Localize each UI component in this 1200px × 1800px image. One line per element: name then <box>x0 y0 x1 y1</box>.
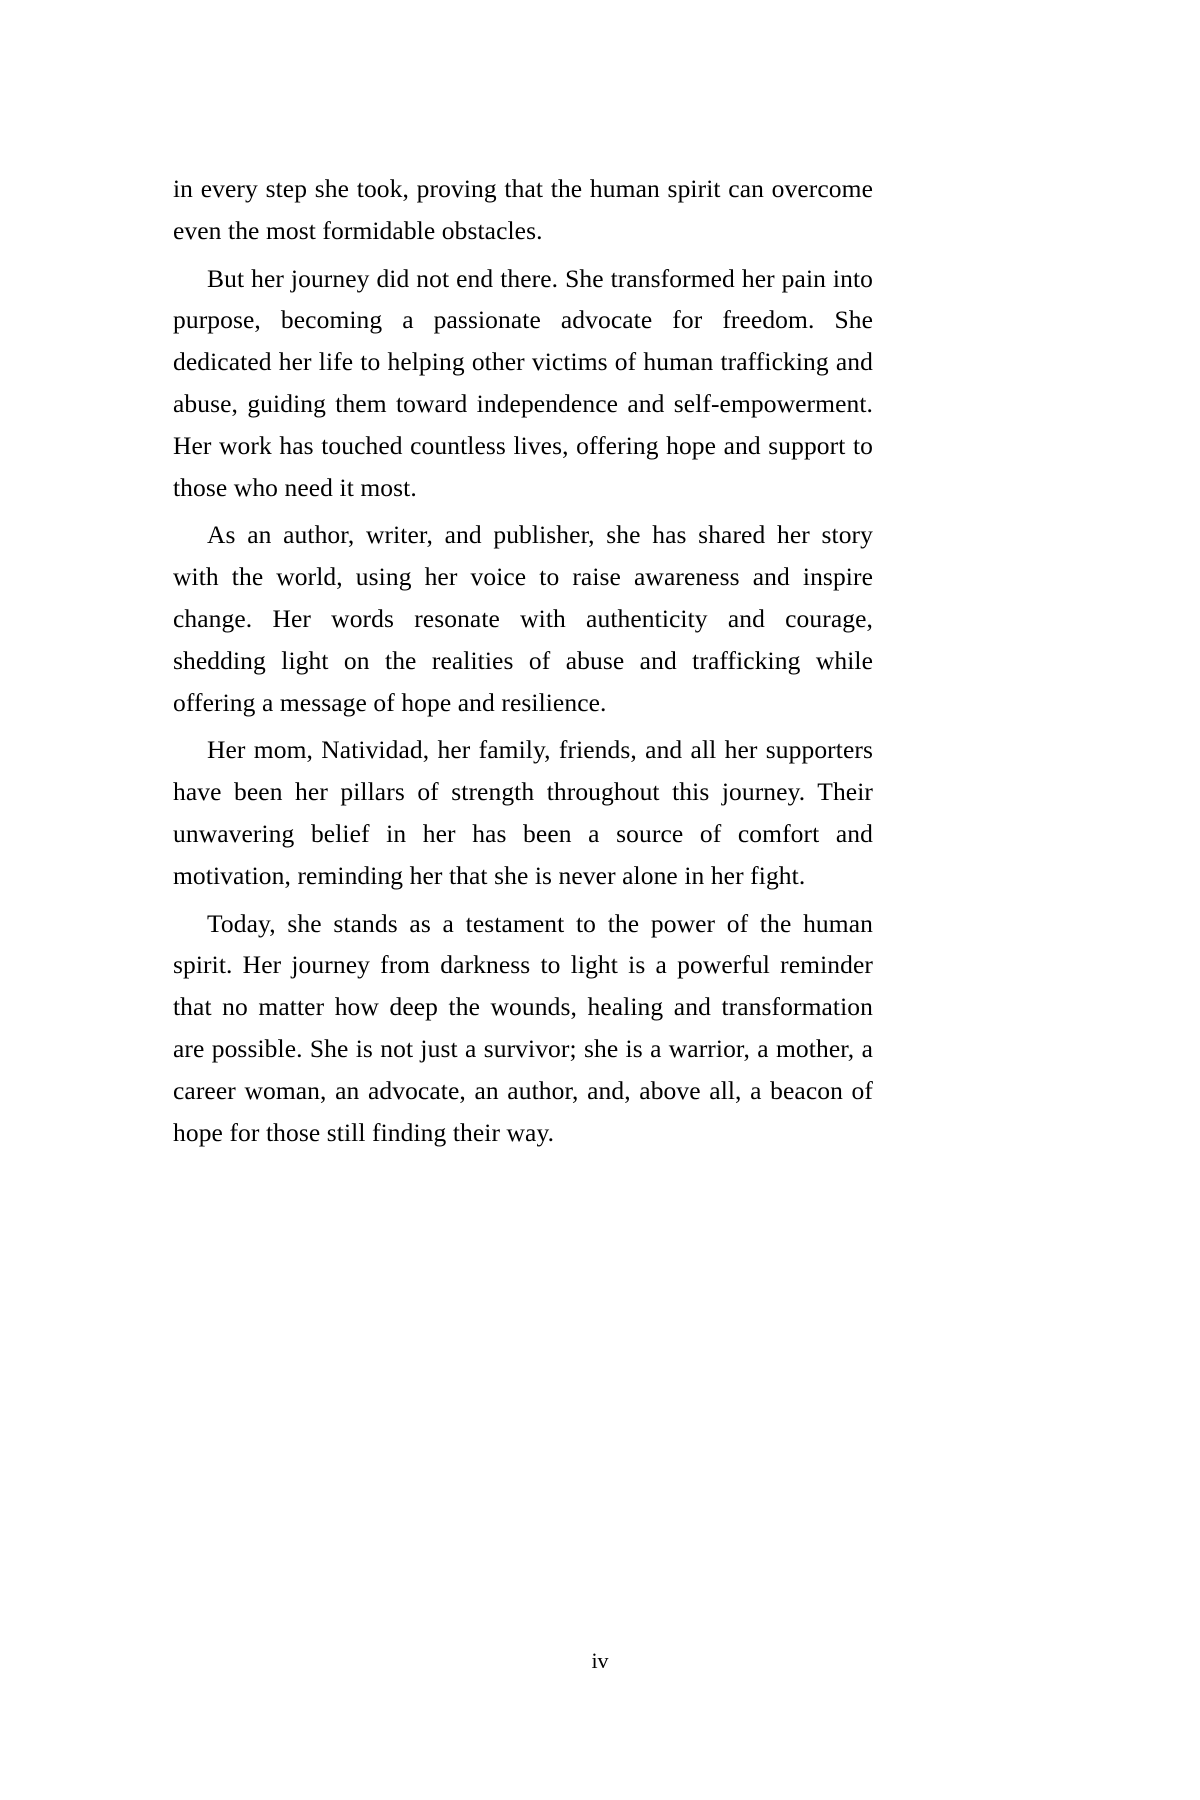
paragraph-today-testament: Today, she stands as a testament to the power of the human spirit. Her journey from darkness to light is a powerful reminder that no matter how deep the wounds, healing and transformation are possible. She is not just a survivor; she is a warrior, a mother, a career woman, an advocate, an author, and, above all, a beacon of hope for those still finding their way. <box>173 908 873 1147</box>
page-number: iv <box>591 1648 609 1673</box>
paragraph-journey-purpose: But her journey did not end there. She transformed her pain into purpose, becoming a passionate advocate for freedom. She dedicated her life to helping other victims of human trafficking and abuse, guiding them toward independence and self-empowerment. Her work has touched countless lives, offering hope and support to those who need it most. <box>173 263 873 502</box>
paragraph-continued: in every step she took, proving that the human spirit can overcome even the most formidable obstacles. <box>173 174 873 245</box>
paragraph-family-supporters: Her mom, Natividad, her family, friends, and all her supporters have been her pillars of strength throughout this journey. Their unwavering belief in her has been a source of comfort and motivation, reminding her that she is never alone in her fight. <box>173 735 873 890</box>
body-text-block <box>173 168 873 1153</box>
paragraph-author-writer-publisher: As an author, writer, and publisher, she has shared her story with the world, using her voice to raise awareness and inspire change. Her words resonate with authenticity and courage, shedding light on the realities of abuse and trafficking while offering a message of hope and resilience. <box>173 520 873 717</box>
